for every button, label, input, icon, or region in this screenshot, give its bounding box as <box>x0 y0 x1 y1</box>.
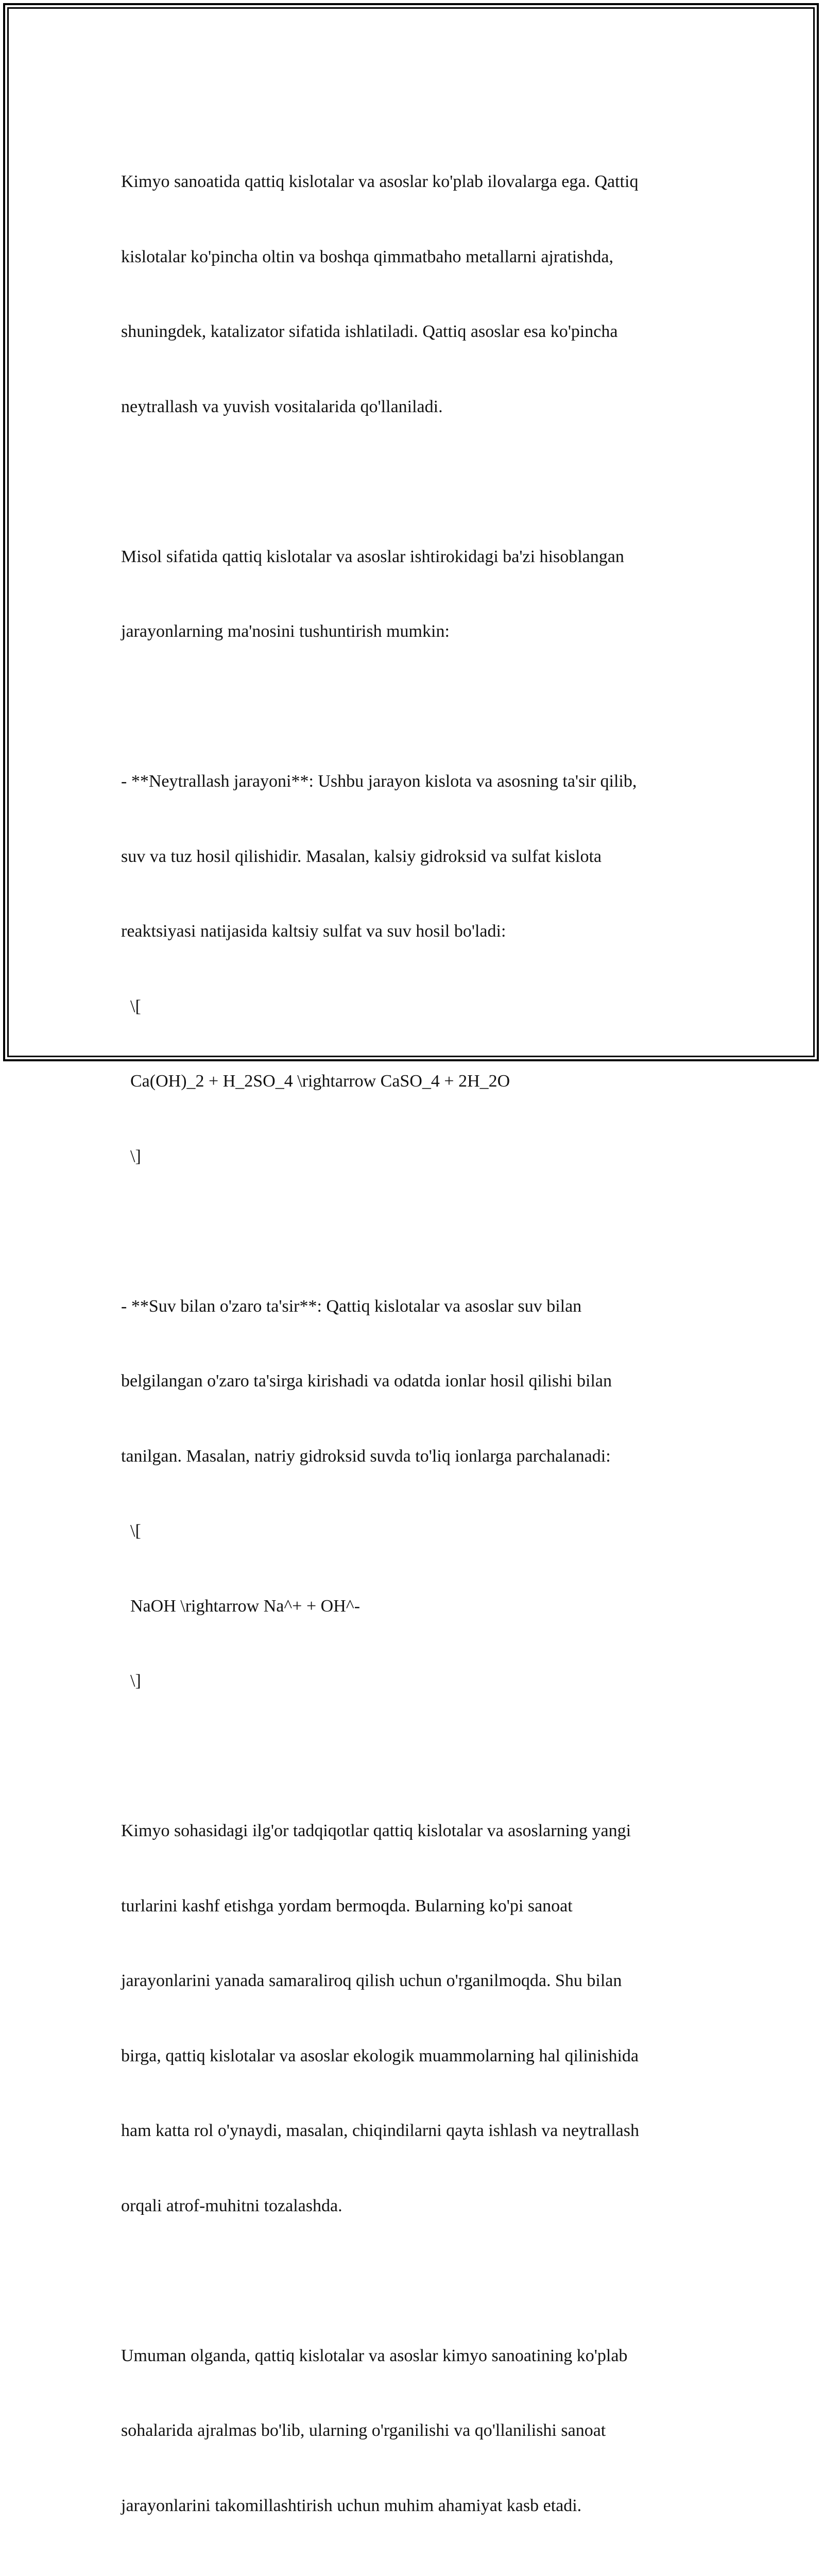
text-line: orqali atrof-muhitni tozalashda. <box>121 2196 342 2215</box>
formula-close: \] <box>130 1146 141 1166</box>
text-line: Misol sifatida qattiq kislotalar va asoslar ishtirokidagi ba'zi hisoblangan <box>121 547 624 566</box>
text-line: shuningdek, katalizator sifatida ishlatiladi. Qattiq asoslar esa ko'pincha <box>121 322 618 341</box>
text-line: Umuman olganda, qattiq kislotalar va asoslar kimyo sanoatining ko'plab <box>121 2346 628 2365</box>
formula-open: \[ <box>130 1521 141 1540</box>
text-line: suv va tuz hosil qilishidir. Masalan, kalsiy gidroksid va sulfat kislota <box>121 846 602 866</box>
formula-open: \[ <box>130 996 141 1016</box>
text-line: kislotalar ko'pincha oltin va boshqa qimmatbaho metallarni ajratishda, <box>121 247 613 266</box>
paragraph-conclusion <box>121 2294 698 2569</box>
paragraph-neutralization <box>121 719 698 1219</box>
text-line: - **Suv bilan o'zaro ta'sir**: Qattiq kislotalar va asoslar suv bilan <box>121 1296 582 1316</box>
text-line: sohalarida ajralmas bo'lib, ularning o'rganilishi va qo'llanilishi sanoat <box>121 2421 606 2440</box>
text-line: jarayonlarini takomillashtirish uchun muhim ahamiyat kasb etadi. <box>121 2496 582 2515</box>
text-line: Kimyo sanoatida qattiq kislotalar va asoslar ko'plab ilovalarga ega. Qattiq <box>121 172 639 191</box>
paragraph-research <box>121 1769 698 2268</box>
formula-close: \] <box>130 1671 141 1690</box>
formula-dissociation-equation: NaOH \rightarrow Na^+ + OH^- <box>130 1596 360 1616</box>
text-line: ham katta rol o'ynaydi, masalan, chiqindilarni qayta ishlash va neytrallash <box>121 2121 640 2140</box>
text-line: neytrallash va yuvish vositalarida qo'llaniladi. <box>121 397 443 416</box>
paragraph-example-intro <box>121 495 698 694</box>
text-line: reaktsiyasi natijasida kaltsiy sulfat va suv hosil bo'ladi: <box>121 922 506 941</box>
text-line: tanilgan. Masalan, natriy gidroksid suvda to'liq ionlarga parchalanadi: <box>121 1446 611 1466</box>
text-line: birga, qattiq kislotalar va asoslar ekologik muammolarning hal qilinishida <box>121 2046 639 2065</box>
text-line: turlarini kashf etishga yordam bermoqda. Bularning ko'pi sanoat <box>121 1896 573 1916</box>
document-body <box>121 120 698 2576</box>
paragraph-water-interaction <box>121 1244 698 1744</box>
paragraph-intro <box>121 120 698 469</box>
formula-neutralization-equation: Ca(OH)_2 + H_2SO_4 \rightarrow CaSO_4 + 2H_2O <box>130 1072 510 1091</box>
text-line: belgilangan o'zaro ta'sirga kirishadi va odatda ionlar hosil qilishi bilan <box>121 1371 612 1391</box>
text-line: jarayonlarning ma'nosini tushuntirish mumkin: <box>121 622 450 641</box>
text-line: Kimyo sohasidagi ilg'or tadqiqotlar qattiq kislotalar va asoslarning yangi <box>121 1821 631 1840</box>
text-line: - **Neytrallash jarayoni**: Ushbu jarayon kislota va asosning ta'sir qilib, <box>121 772 637 791</box>
text-line: jarayonlarini yanada samaraliroq qilish uchun o'rganilmoqda. Shu bilan <box>121 1971 622 1990</box>
